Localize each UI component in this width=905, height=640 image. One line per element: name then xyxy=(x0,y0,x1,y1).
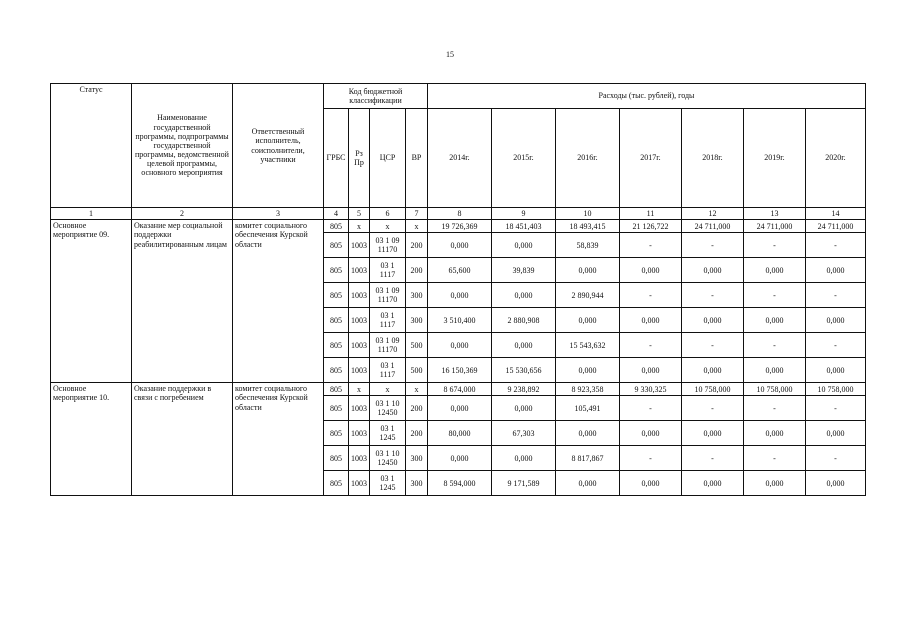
vr-cell: 200 xyxy=(406,396,428,421)
expense-value-cell: 21 126,722 xyxy=(620,220,682,233)
expense-value-cell: - xyxy=(620,396,682,421)
column-number: 8 xyxy=(428,208,492,220)
expense-value-cell: 0,000 xyxy=(620,471,682,496)
grbs-cell: 805 xyxy=(324,258,349,283)
csr-cell: 03 1 09 11170 xyxy=(370,233,406,258)
csr-cell: 03 1 09 11170 xyxy=(370,283,406,308)
column-number: 7 xyxy=(406,208,428,220)
expense-value-cell: 0,000 xyxy=(556,308,620,333)
expense-value-cell: 0,000 xyxy=(556,358,620,383)
page-number: 15 xyxy=(446,50,454,59)
header-year: 2017г. xyxy=(620,109,682,208)
header-responsible: Ответственный исполнитель, соисполнители, участники xyxy=(233,84,324,208)
expense-value-cell: - xyxy=(806,446,866,471)
expense-value-cell: 0,000 xyxy=(620,421,682,446)
vr-cell: 300 xyxy=(406,308,428,333)
expense-value-cell: 0,000 xyxy=(556,421,620,446)
expense-value-cell: 0,000 xyxy=(744,308,806,333)
column-number: 5 xyxy=(349,208,370,220)
expense-value-cell: 0,000 xyxy=(744,421,806,446)
csr-cell: 03 1 09 11170 xyxy=(370,333,406,358)
expense-value-cell: - xyxy=(744,333,806,358)
grbs-cell: 805 xyxy=(324,233,349,258)
expense-value-cell: - xyxy=(620,333,682,358)
expense-value-cell: - xyxy=(744,396,806,421)
header-vr: ВР xyxy=(406,109,428,208)
rzpr-cell: 1003 xyxy=(349,421,370,446)
csr-cell: 03 1 1117 xyxy=(370,308,406,333)
header-year: 2020г. xyxy=(806,109,866,208)
rzpr-cell: 1003 xyxy=(349,446,370,471)
csr-cell: 03 1 10 12450 xyxy=(370,446,406,471)
expense-value-cell: - xyxy=(620,233,682,258)
expense-value-cell: 0,000 xyxy=(620,308,682,333)
vr-cell: 300 xyxy=(406,446,428,471)
column-number: 14 xyxy=(806,208,866,220)
expense-value-cell: 19 726,369 xyxy=(428,220,492,233)
vr-cell: 200 xyxy=(406,233,428,258)
expense-value-cell: 18 451,403 xyxy=(492,220,556,233)
vr-cell: х xyxy=(406,220,428,233)
expense-value-cell: - xyxy=(620,446,682,471)
expense-value-cell: 0,000 xyxy=(620,258,682,283)
rzpr-cell: 1003 xyxy=(349,233,370,258)
vr-cell: 200 xyxy=(406,421,428,446)
expense-value-cell: 0,000 xyxy=(492,283,556,308)
rzpr-cell: 1003 xyxy=(349,396,370,421)
expense-value-cell: 0,000 xyxy=(428,283,492,308)
expense-value-cell: 0,000 xyxy=(428,396,492,421)
csr-cell: х xyxy=(370,220,406,233)
expense-value-cell: 0,000 xyxy=(620,358,682,383)
expense-value-cell: 0,000 xyxy=(492,233,556,258)
expense-value-cell: 58,839 xyxy=(556,233,620,258)
expense-value-cell: 65,600 xyxy=(428,258,492,283)
column-number: 2 xyxy=(132,208,233,220)
header-year: 2015г. xyxy=(492,109,556,208)
vr-cell: 500 xyxy=(406,358,428,383)
column-number: 13 xyxy=(744,208,806,220)
expense-value-cell: 9 171,589 xyxy=(492,471,556,496)
table-row xyxy=(51,383,866,396)
expense-value-cell: 0,000 xyxy=(744,471,806,496)
expense-value-cell: 0,000 xyxy=(556,258,620,283)
grbs-cell: 805 xyxy=(324,421,349,446)
column-number: 1 xyxy=(51,208,132,220)
expense-value-cell: - xyxy=(620,283,682,308)
csr-cell: х xyxy=(370,383,406,396)
grbs-cell: 805 xyxy=(324,471,349,496)
expense-value-cell: - xyxy=(806,396,866,421)
expense-value-cell: 0,000 xyxy=(682,471,744,496)
header-status: Статус xyxy=(51,84,132,208)
header-rzpr: Рз Пр xyxy=(349,109,370,208)
expense-value-cell: 0,000 xyxy=(492,333,556,358)
expense-value-cell: 24 711,000 xyxy=(806,220,866,233)
column-number: 4 xyxy=(324,208,349,220)
expense-value-cell: 0,000 xyxy=(556,471,620,496)
vr-cell: 200 xyxy=(406,258,428,283)
expense-value-cell: 24 711,000 xyxy=(744,220,806,233)
expense-value-cell: 0,000 xyxy=(682,258,744,283)
expense-value-cell: 8 674,000 xyxy=(428,383,492,396)
name-cell: Оказание поддержки в связи с погребением xyxy=(132,383,233,496)
expense-value-cell: - xyxy=(682,333,744,358)
column-number: 11 xyxy=(620,208,682,220)
expense-value-cell: 0,000 xyxy=(428,233,492,258)
expense-value-cell: - xyxy=(806,333,866,358)
expense-value-cell: 0,000 xyxy=(492,446,556,471)
expense-value-cell: 0,000 xyxy=(806,471,866,496)
table-row xyxy=(51,220,866,233)
csr-cell: 03 1 1245 xyxy=(370,471,406,496)
header-name: Наименование государственной программы, подпрограммы государственной программы, ведомственной целевой программы, основного мероприятия xyxy=(132,84,233,208)
expense-value-cell: 39,839 xyxy=(492,258,556,283)
status-cell: Основное мероприятие 10. xyxy=(51,383,132,496)
expense-value-cell: 0,000 xyxy=(428,333,492,358)
expense-value-cell: 10 758,000 xyxy=(682,383,744,396)
expense-value-cell: 10 758,000 xyxy=(744,383,806,396)
header-grbs: ГРБС xyxy=(324,109,349,208)
vr-cell: 300 xyxy=(406,471,428,496)
expense-value-cell: 2 890,944 xyxy=(556,283,620,308)
rzpr-cell: 1003 xyxy=(349,283,370,308)
expense-value-cell: 24 711,000 xyxy=(682,220,744,233)
expense-value-cell: 9 238,892 xyxy=(492,383,556,396)
expense-value-cell: 8 594,000 xyxy=(428,471,492,496)
column-number: 9 xyxy=(492,208,556,220)
csr-cell: 03 1 1245 xyxy=(370,421,406,446)
vr-cell: 500 xyxy=(406,333,428,358)
header-year: 2019г. xyxy=(744,109,806,208)
grbs-cell: 805 xyxy=(324,383,349,396)
header-expenses: Расходы (тыс. рублей), годы xyxy=(428,84,866,109)
budget-table xyxy=(50,83,866,496)
header-year: 2016г. xyxy=(556,109,620,208)
expense-value-cell: 0,000 xyxy=(744,258,806,283)
grbs-cell: 805 xyxy=(324,446,349,471)
expense-value-cell: 0,000 xyxy=(744,358,806,383)
vr-cell: 300 xyxy=(406,283,428,308)
expense-value-cell: - xyxy=(744,446,806,471)
vr-cell: х xyxy=(406,383,428,396)
expense-value-cell: - xyxy=(682,446,744,471)
expense-value-cell: - xyxy=(744,283,806,308)
expense-value-cell: 105,491 xyxy=(556,396,620,421)
csr-cell: 03 1 1117 xyxy=(370,258,406,283)
grbs-cell: 805 xyxy=(324,308,349,333)
column-number: 10 xyxy=(556,208,620,220)
expense-value-cell: 0,000 xyxy=(806,358,866,383)
header-year: 2018г. xyxy=(682,109,744,208)
expense-value-cell: - xyxy=(682,283,744,308)
expense-value-cell: 0,000 xyxy=(428,446,492,471)
rzpr-cell: х xyxy=(349,220,370,233)
expense-value-cell: - xyxy=(682,396,744,421)
responsible-cell: комитет социального обеспечения Курской области xyxy=(233,220,324,383)
header-budget-code: Код бюджетной классификации xyxy=(324,84,428,109)
status-cell: Основное мероприятие 09. xyxy=(51,220,132,383)
column-number: 6 xyxy=(370,208,406,220)
expense-value-cell: 0,000 xyxy=(682,358,744,383)
expense-value-cell: 67,303 xyxy=(492,421,556,446)
grbs-cell: 805 xyxy=(324,396,349,421)
responsible-cell: комитет социального обеспечения Курской области xyxy=(233,383,324,496)
expense-value-cell: 0,000 xyxy=(806,308,866,333)
column-number: 12 xyxy=(682,208,744,220)
grbs-cell: 805 xyxy=(324,220,349,233)
expense-value-cell: 0,000 xyxy=(806,258,866,283)
name-cell: Оказание мер социальной поддержки реабилитированным лицам xyxy=(132,220,233,383)
rzpr-cell: х xyxy=(349,383,370,396)
expense-value-cell: 2 880,908 xyxy=(492,308,556,333)
expense-value-cell: - xyxy=(806,233,866,258)
rzpr-cell: 1003 xyxy=(349,358,370,383)
grbs-cell: 805 xyxy=(324,358,349,383)
expense-value-cell: - xyxy=(806,283,866,308)
expense-value-cell: 0,000 xyxy=(806,421,866,446)
expense-value-cell: 10 758,000 xyxy=(806,383,866,396)
expense-value-cell: 0,000 xyxy=(682,308,744,333)
rzpr-cell: 1003 xyxy=(349,333,370,358)
expense-value-cell: 8 817,867 xyxy=(556,446,620,471)
csr-cell: 03 1 10 12450 xyxy=(370,396,406,421)
header-csr: ЦСР xyxy=(370,109,406,208)
rzpr-cell: 1003 xyxy=(349,258,370,283)
expense-value-cell: 16 150,369 xyxy=(428,358,492,383)
expense-value-cell: 8 923,358 xyxy=(556,383,620,396)
expense-value-cell: 0,000 xyxy=(682,421,744,446)
header-year: 2014г. xyxy=(428,109,492,208)
grbs-cell: 805 xyxy=(324,333,349,358)
expense-value-cell: 9 330,325 xyxy=(620,383,682,396)
grbs-cell: 805 xyxy=(324,283,349,308)
rzpr-cell: 1003 xyxy=(349,471,370,496)
csr-cell: 03 1 1117 xyxy=(370,358,406,383)
expense-value-cell: - xyxy=(744,233,806,258)
expense-value-cell: 80,000 xyxy=(428,421,492,446)
expense-value-cell: 15 530,656 xyxy=(492,358,556,383)
expense-value-cell: - xyxy=(682,233,744,258)
expense-value-cell: 15 543,632 xyxy=(556,333,620,358)
rzpr-cell: 1003 xyxy=(349,308,370,333)
expense-value-cell: 0,000 xyxy=(492,396,556,421)
expense-value-cell: 3 510,400 xyxy=(428,308,492,333)
expense-value-cell: 18 493,415 xyxy=(556,220,620,233)
column-number: 3 xyxy=(233,208,324,220)
